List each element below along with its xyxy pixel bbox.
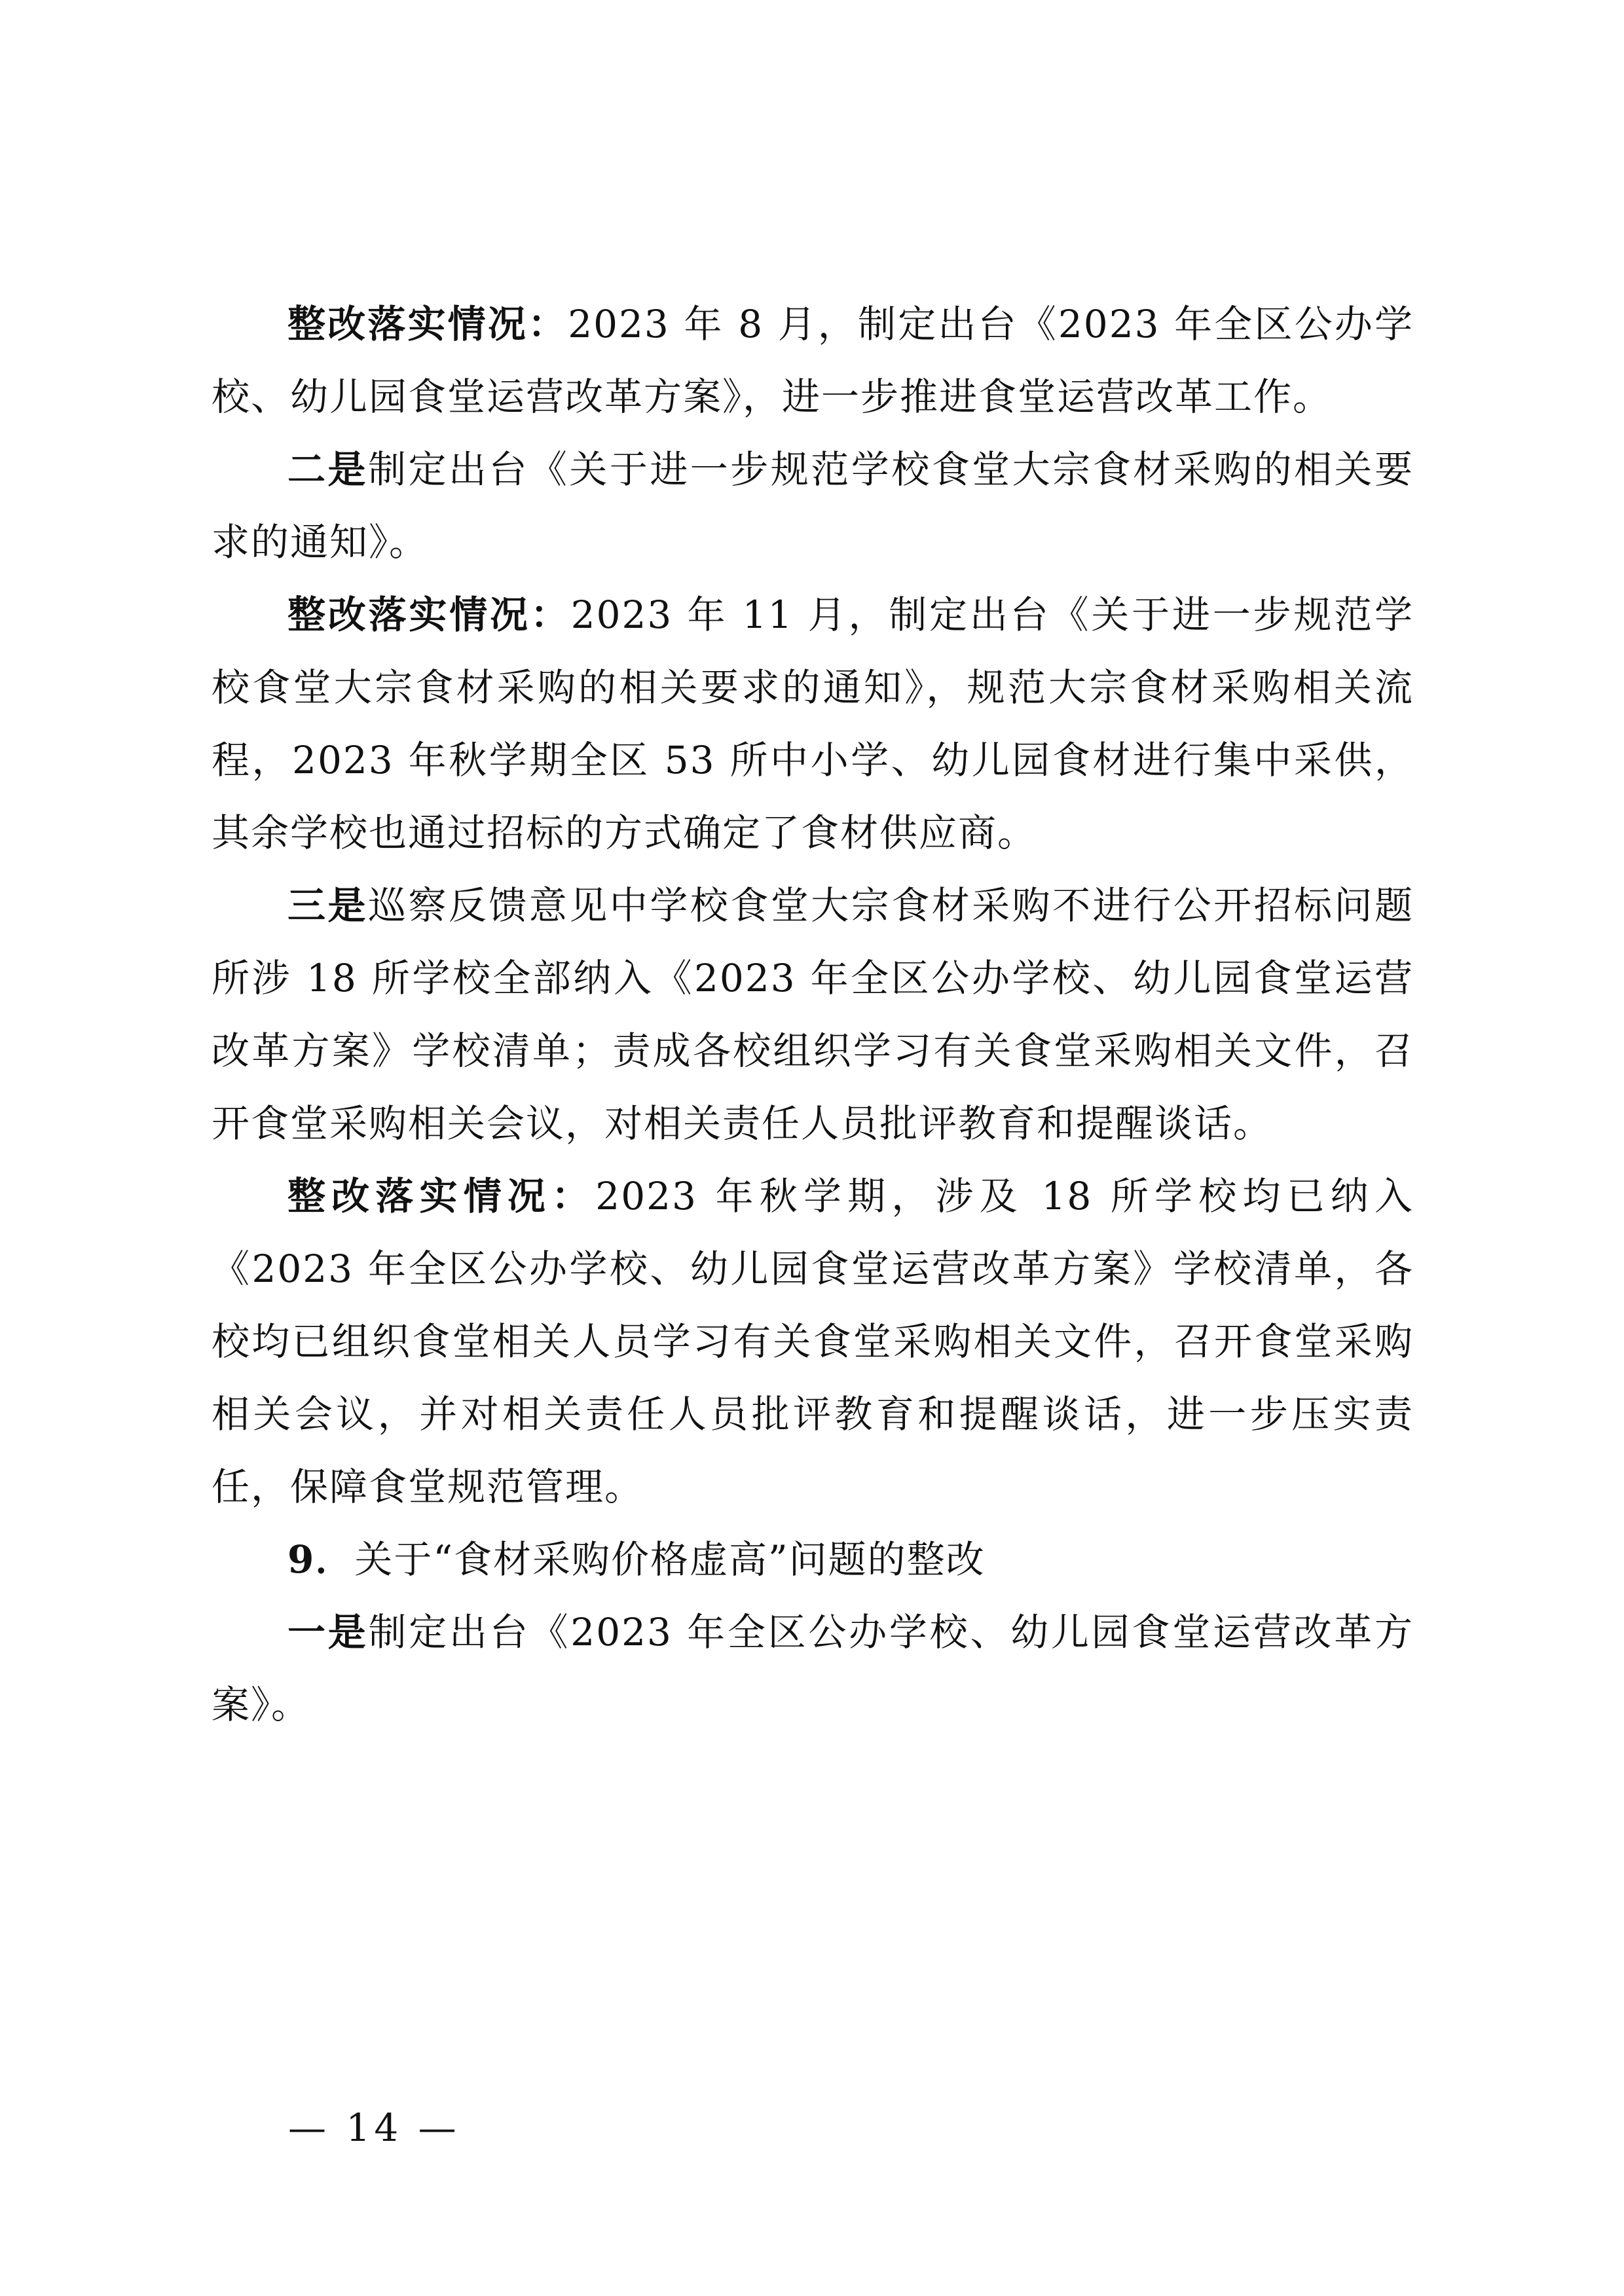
paragraph-text: 2023 年秋学期，涉及 18 所学校均已纳入《2023 年全区公办学校、幼儿园食堂运营改革方案》学校清单，各校均已组织食堂相关人员学习有关食堂采购相关文件，召开食堂采购相关会议，并对相关责任人员批评教育和提醒谈话，进一步压实责任，保障食堂规范管理。 [212, 1174, 1414, 1509]
paragraph-lead: 一是 [287, 1610, 369, 1654]
section-heading-text: 关于“食材采购价格虚高”问题的整改 [354, 1537, 986, 1582]
document-body [212, 288, 1414, 1741]
section-heading-number: 9． [287, 1537, 355, 1582]
paragraph-item-two [212, 433, 1414, 579]
paragraph-text: 巡察反馈意见中学校食堂大宗食材采购不进行公开招标问题所涉 18 所学校全部纳入《2023 年全区公办学校、幼儿园食堂运营改革方案》学校清单；责成各校组织学习有关食堂采购相关文件，召开食堂采购相关会议，对相关责任人员批评教育和提醒谈话。 [212, 883, 1414, 1146]
page-number: — 14 — [288, 2105, 460, 2150]
paragraph-lead: 整改落实情况： [287, 592, 571, 637]
paragraph-rectification-status-3 [212, 1160, 1414, 1523]
paragraph-lead: 三是 [287, 883, 368, 928]
section-heading [212, 1523, 1414, 1596]
paragraph-rectification-status-2 [212, 579, 1414, 869]
paragraph-item-three [212, 869, 1414, 1160]
paragraph-text: 2023 年 11 月，制定出台《关于进一步规范学校食堂大宗食材采购的相关要求的通知》，规范大宗食材采购相关流程，2023 年秋学期全区 53 所中小学、幼儿园食材进行集中采供，其余学校也通过招标的方式确定了食材供应商。 [212, 592, 1414, 855]
paragraph-rectification-status-1 [212, 288, 1414, 433]
paragraph-text: 制定出台《2023 年全区公办学校、幼儿园食堂运营改革方案》。 [212, 1610, 1414, 1727]
paragraph-text: 2023 年 8 月，制定出台《2023 年全区公办学校、幼儿园食堂运营改革方案》，进一步推进食堂运营改革工作。 [212, 302, 1414, 419]
paragraph-lead: 整改落实情况： [287, 1174, 596, 1218]
paragraph-item-one [212, 1596, 1414, 1741]
paragraph-text: 制定出台《关于进一步规范学校食堂大宗食材采购的相关要求的通知》。 [212, 447, 1414, 564]
paragraph-lead: 二是 [287, 447, 368, 492]
paragraph-lead: 整改落实情况： [287, 302, 568, 346]
